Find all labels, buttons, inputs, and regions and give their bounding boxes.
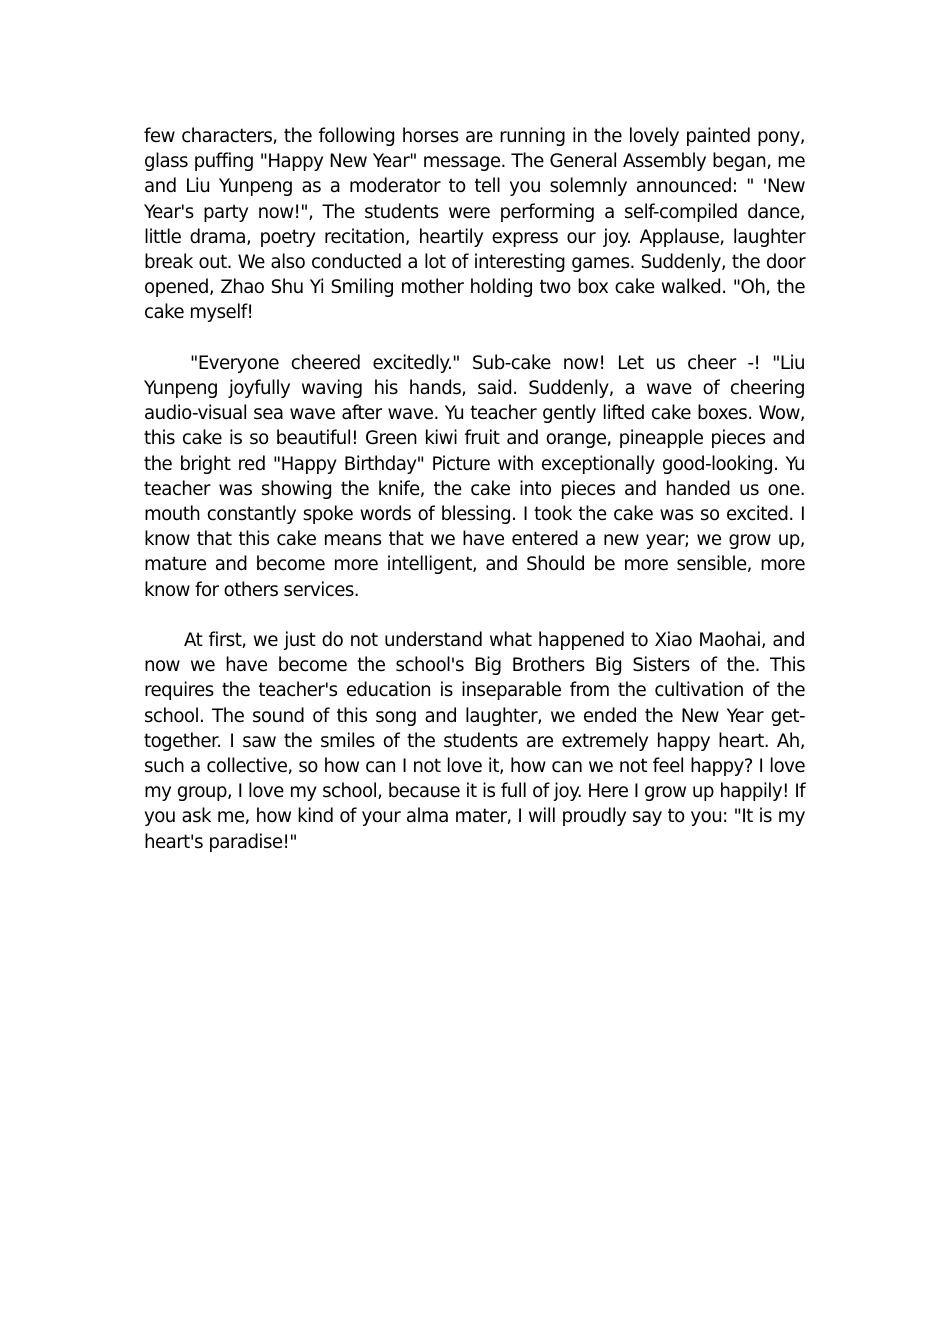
paragraph-2: "Everyone cheered excitedly." Sub-cake now! Let us cheer -! "Liu Yunpeng joyfully waving his hands, said. Suddenly, a wave of cheering audio-visual sea wave after wave. Yu teacher gently lifted cake boxes. Wow, this cake is so beautiful! Green kiwi fruit and orange, pineapple pieces and the bright red "Happy Birthday" Picture with exceptionally good-looking. Yu teacher was showing the knife, the cake into pieces and handed us one. mouth constantly spoke words of blessing. I took the cake was so excited. I know that this cake means that we have entered a new year; we grow up, mature and become more intelligent, and Should be more sensible, more know for others services. xyxy=(144,352,805,601)
essay-body xyxy=(144,124,805,880)
paragraph-1: few characters, the following horses are running in the lovely painted pony, glass puffing "Happy New Year" message. The General Assembly began, me and Liu Yunpeng as a moderator to tell you solemnly announced: " 'New Year's party now!", The students were performing a self-compiled dance, little drama, poetry recitation, heartily express our joy. Applause, laughter break out. We also conducted a lot of interesting games. Suddenly, the door opened, Zhao Shu Yi Smiling mother holding two box cake walked. "Oh, the cake myself! xyxy=(144,126,805,324)
paragraph-3: At first, we just do not understand what happened to Xiao Maohai, and now we have become the school's Big Brothers Big Sisters of the. This requires the teacher's education is inseparable from the cultivation of the school. The sound of this song and laughter, we ended the New Year get-together. I saw the smiles of the students are extremely happy heart. Ah, such a collective, so how can I not love it, how can we not feel happy? I love my group, I love my school, because it is full of joy. Here I grow up happily! If you ask me, how kind of your alma mater, I will proudly say to you: "It is my heart's paradise!" xyxy=(144,630,805,853)
